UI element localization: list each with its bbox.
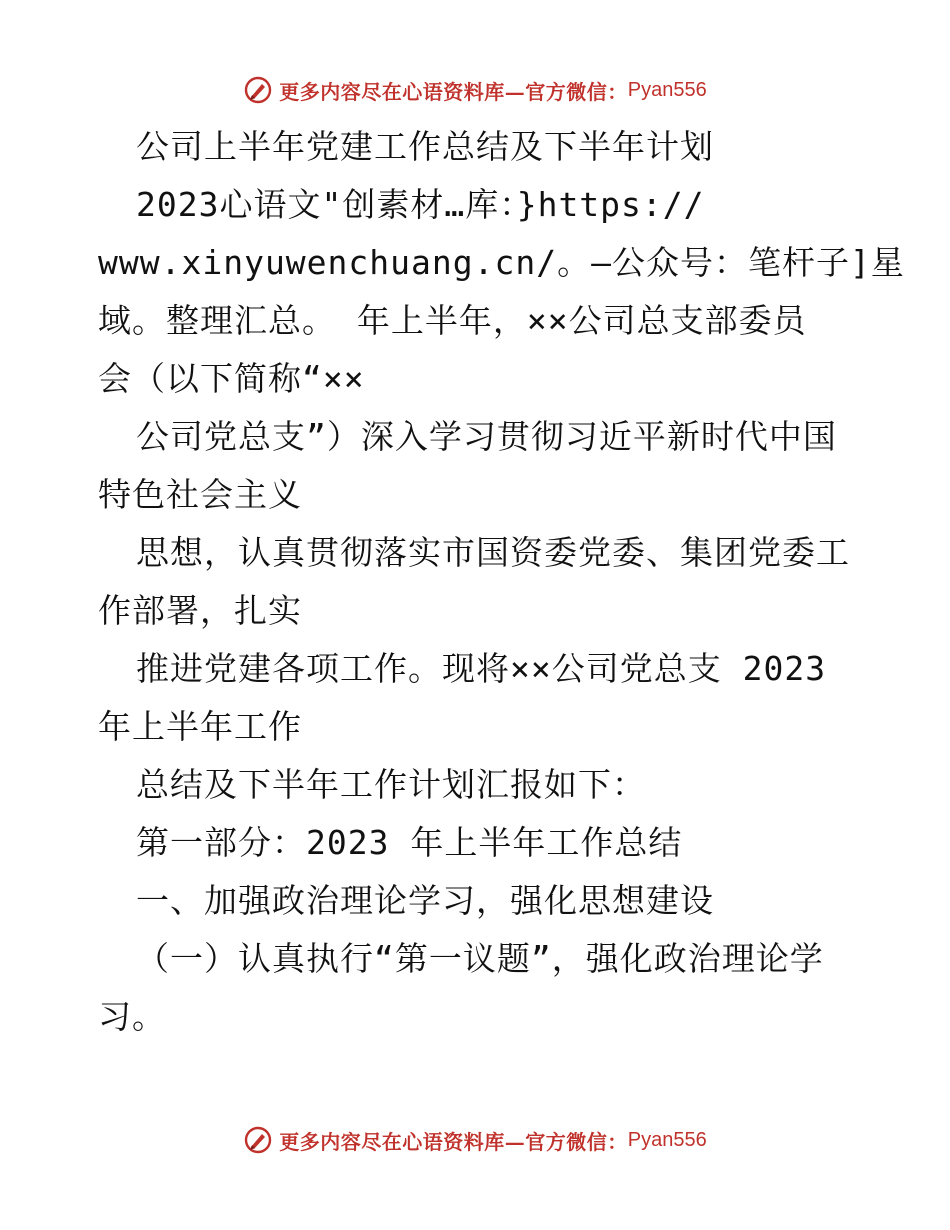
pen-logo-icon xyxy=(243,75,273,105)
pen-logo-icon xyxy=(243,1125,273,1155)
paragraph-line: 公司党总支”）深入学习贯彻习近平新时代中国 xyxy=(136,417,837,456)
paragraph-line: 习。 xyxy=(98,997,166,1036)
header-banner-text: 更多内容尽在心语资料库—官方微信： xyxy=(279,79,628,104)
footer-banner-wechat-id: Pyan556 xyxy=(627,1128,707,1151)
paragraph-line: 会（以下简称“×× xyxy=(98,359,365,398)
footer-banner-text: 更多内容尽在心语资料库—官方微信： xyxy=(279,1129,628,1154)
paragraph-line: www.xinyuwenchuang.cn/。—公众号：笔杆子]星 xyxy=(98,243,905,282)
paragraph-line: 年上半年工作 xyxy=(98,707,302,746)
paragraph-line: 特色社会主义 xyxy=(98,475,302,514)
subsection-item: （一）认真执行“第一议题”，强化政治理论学 xyxy=(136,939,824,978)
section-heading: 第一部分：2023 年上半年工作总结 xyxy=(136,823,683,862)
paragraph-line: 作部署，扎实 xyxy=(98,591,302,630)
document-body xyxy=(98,118,905,1046)
footer-banner xyxy=(0,1120,950,1160)
paragraph-line: 2023心语文"创素材…库：}https:// xyxy=(136,185,705,224)
header-banner xyxy=(0,70,950,110)
paragraph-line: 思想，认真贯彻落实市国资委党委、集团党委工 xyxy=(136,533,850,572)
paragraph-line: 域。整理汇总。 年上半年，××公司总支部委员 xyxy=(98,301,807,340)
document-title: 公司上半年党建工作总结及下半年计划 xyxy=(136,127,714,166)
subsection-heading: 一、加强政治理论学习，强化思想建设 xyxy=(136,881,714,920)
paragraph-line: 总结及下半年工作计划汇报如下： xyxy=(136,765,646,804)
paragraph-line: 推进党建各项工作。现将××公司党总支 2023 xyxy=(136,649,827,688)
header-banner-wechat-id: Pyan556 xyxy=(627,78,707,101)
